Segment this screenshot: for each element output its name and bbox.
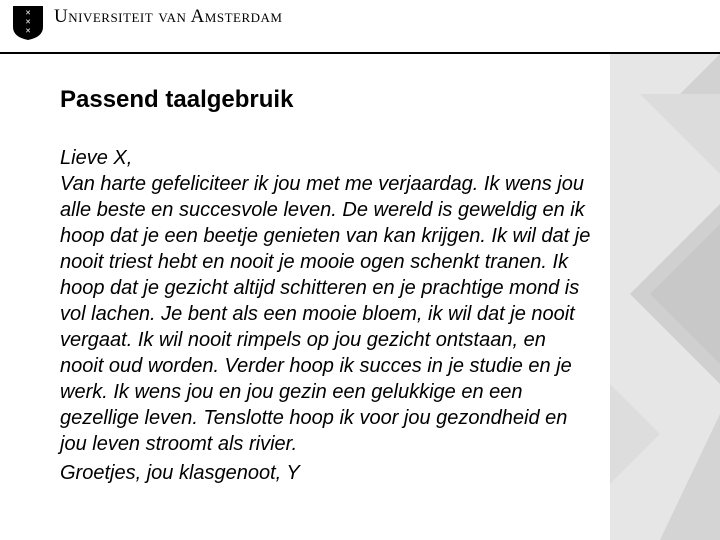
letter-body bbox=[60, 145, 705, 486]
letter-line: hoop dat je gezicht altijd schitteren en je prachtige mond is bbox=[60, 277, 580, 299]
letter-greeting: Lieve X, bbox=[60, 147, 133, 169]
letter-line: gezellige leven. Tenslotte hoop ik voor jou gezondheid en bbox=[60, 407, 568, 429]
letter-line: alle beste en succesvole leven. De wereld is geweldig en ik bbox=[60, 199, 585, 221]
letter-line: nooit oud worden. Verder hoop ik succes in je studie en je bbox=[60, 355, 572, 377]
letter-line: hoop dat je een beetje genieten van kan krijgen. Ik wil dat je bbox=[60, 225, 591, 247]
letter-line: jou leven stroomt als rivier. bbox=[60, 433, 298, 455]
letter-line: vol lachen. Je bent als een mooie bloem, ik wil dat je nooit bbox=[60, 303, 575, 325]
university-name: Universiteit van Amsterdam bbox=[54, 6, 283, 27]
slide-title: Passend taalgebruik bbox=[60, 86, 294, 113]
letter-line: nooit triest hebt en nooit je mooie ogen schenkt tranen. Ik bbox=[60, 251, 569, 273]
letter-line: Van harte gefeliciteer ik jou met me verjaardag. Ik wens jou bbox=[60, 173, 584, 195]
svg-text:✕: ✕ bbox=[25, 18, 31, 26]
svg-text:✕: ✕ bbox=[25, 9, 31, 17]
letter-closing: Groetjes, jou klasgenoot, Y bbox=[60, 462, 300, 484]
header bbox=[0, 0, 720, 54]
letter-line: vergaat. Ik wil nooit rimpels op jou gezicht ontstaan, en bbox=[60, 329, 546, 351]
svg-text:✕: ✕ bbox=[25, 27, 31, 35]
university-logo bbox=[12, 5, 44, 41]
letter-line: werk. Ik wens jou en jou gezin een gelukkige en een bbox=[60, 381, 523, 403]
